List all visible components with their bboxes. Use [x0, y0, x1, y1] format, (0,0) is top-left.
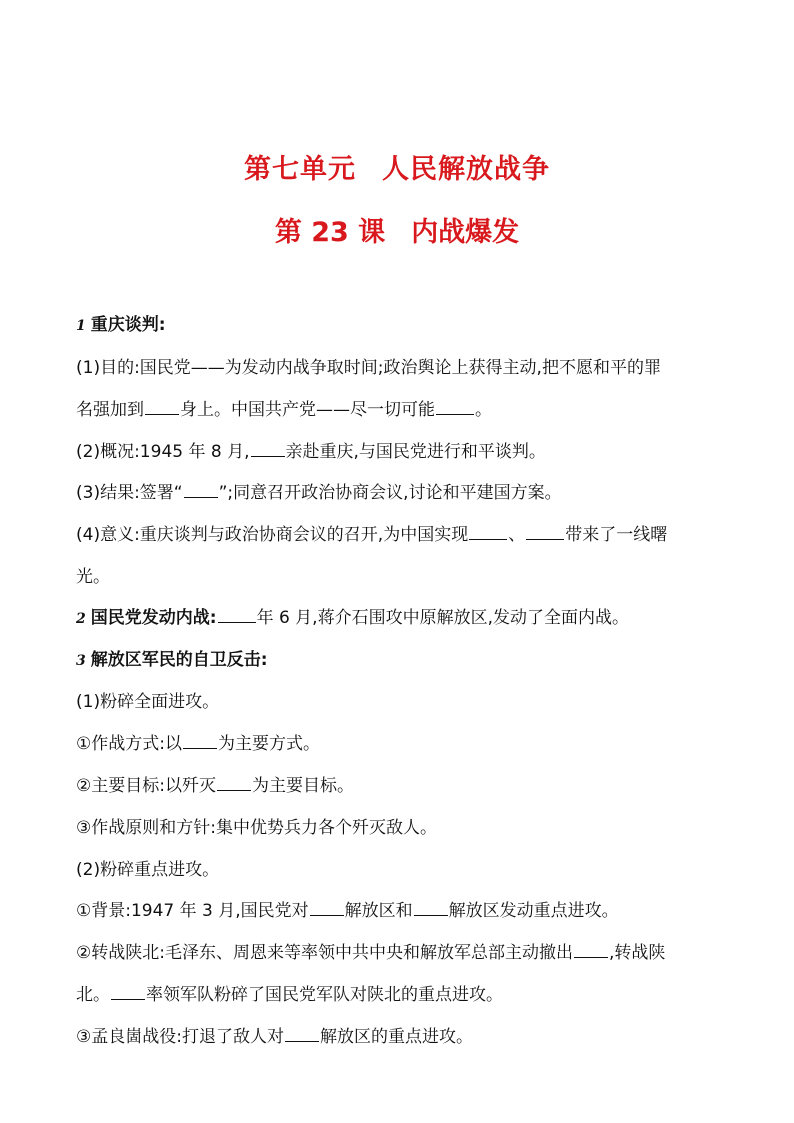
section-number: 1	[76, 318, 86, 334]
s1-purpose-line-1: (1)目的:国民党——为发动内战争取时间;政治舆论上获得主动,把不愿和平的罪	[76, 358, 661, 378]
fill-blank[interactable]	[218, 608, 256, 623]
lesson-title	[0, 213, 794, 253]
s3-line-2: ①作战方式:以 为主要方式。	[76, 734, 320, 754]
section-1-heading	[76, 315, 166, 336]
lesson-name: 内战爆发	[411, 217, 520, 248]
s1-result-line: (3)结果:签署“ ”;同意召开政治协商会议,讨论和平建国方案。	[76, 483, 562, 503]
unit-title	[0, 150, 794, 190]
fill-blank[interactable]	[310, 901, 344, 916]
title-block	[0, 150, 794, 253]
section-number: 3	[76, 653, 86, 669]
unit-number: 第七单元	[244, 154, 356, 185]
s3-line-1: (1)粉碎全面进攻。	[76, 692, 220, 712]
s3-line-5: (2)粉碎重点进攻。	[76, 860, 220, 880]
s1-purpose-line-2: 名强加到 身上。中国共产党——尽一切可能 。	[76, 400, 492, 420]
fill-blank[interactable]	[111, 985, 145, 1000]
section-number: 2	[76, 611, 86, 627]
lesson-number: 第 23 课	[274, 217, 386, 248]
fill-blank[interactable]	[145, 400, 179, 415]
fill-blank[interactable]	[184, 483, 218, 498]
section-heading: 解放区军民的自卫反击:	[90, 650, 268, 670]
section-heading: 国民党发动内战:	[90, 608, 217, 628]
fill-blank[interactable]	[285, 1027, 319, 1042]
s3-line-4: ③作战原则和方针:集中优势兵力各个歼灭敌人。	[76, 818, 437, 838]
fill-blank[interactable]	[436, 400, 474, 415]
section-2-line: 2 国民党发动内战: 年 6 月,蒋介石围攻中原解放区,发动了全面内战。	[76, 608, 629, 628]
fill-blank[interactable]	[217, 776, 251, 791]
fill-blank[interactable]	[469, 525, 507, 540]
fill-blank[interactable]	[183, 734, 217, 749]
fill-blank[interactable]	[414, 901, 448, 916]
unit-name: 人民解放战争	[382, 154, 550, 185]
s1-significance-line-2: 光。	[76, 567, 110, 587]
s3-line-9: ③孟良崮战役:打退了敌人对 解放区的重点进攻。	[76, 1027, 473, 1047]
s3-line-3: ②主要目标:以歼灭 为主要目标。	[76, 776, 354, 796]
fill-blank[interactable]	[251, 442, 285, 457]
s3-line-7: ②转战陕北:毛泽东、周恩来等率领中共中央和解放军总部主动撤出 ,转战陕	[76, 943, 666, 963]
s3-line-8: 北。 率领军队粉碎了国民党军队对陕北的重点进攻。	[76, 985, 503, 1005]
fill-blank[interactable]	[526, 525, 564, 540]
fill-blank[interactable]	[574, 943, 608, 958]
s1-overview-line: (2)概况:1945 年 8 月, 亲赴重庆,与国民党进行和平谈判。	[76, 442, 546, 462]
s3-line-6: ①背景:1947 年 3 月,国民党对 解放区和 解放区发动重点进攻。	[76, 901, 619, 921]
s1-significance-line-1: (4)意义:重庆谈判与政治协商会议的召开,为中国实现 、 带来了一线曙	[76, 525, 668, 545]
section-heading: 重庆谈判:	[90, 315, 166, 335]
section-3-heading	[76, 650, 268, 671]
